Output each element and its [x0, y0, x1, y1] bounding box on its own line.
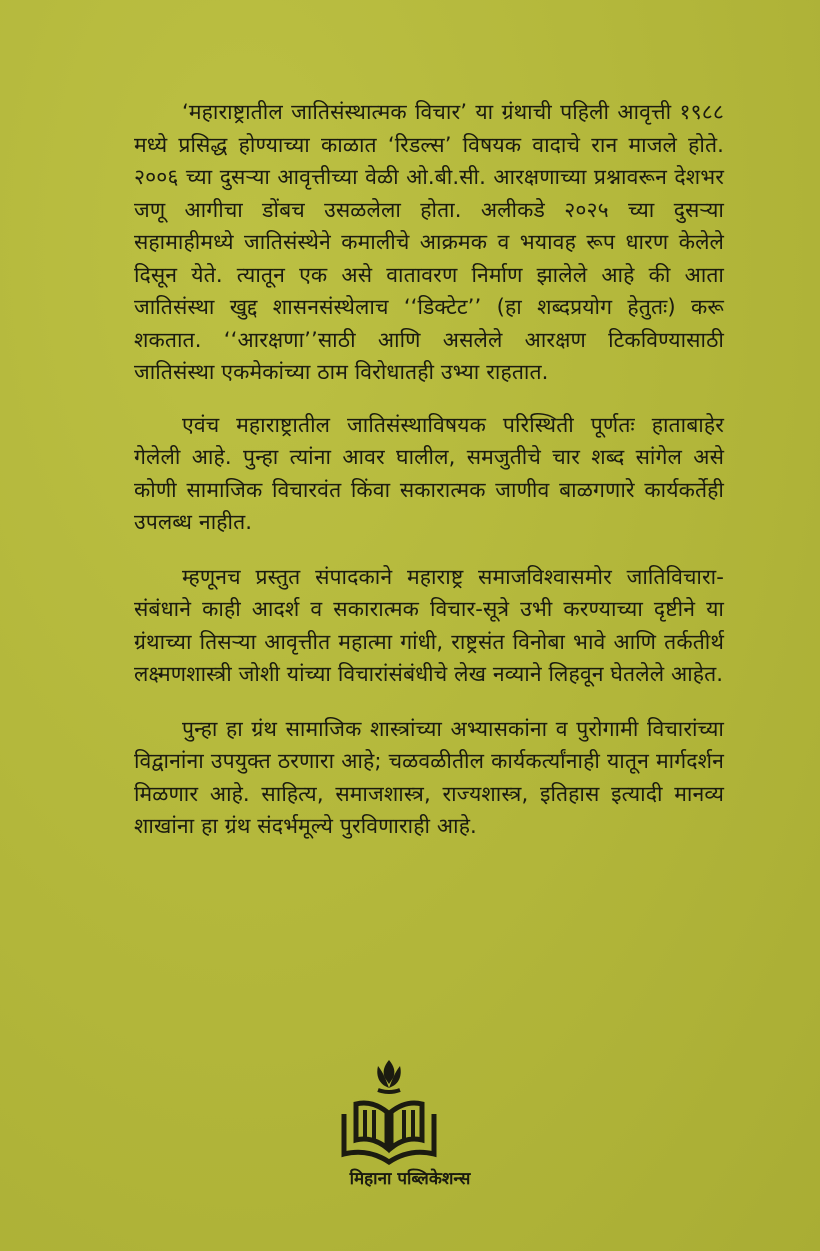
blurb-paragraph-2: एवंच महाराष्ट्रातील जातिसंस्थाविषयक परिस्थिती पूर्णतः हाताबाहेर गेलेली आहे. पुन्हा त्यांना आवर घालील, समजुतीचे चार शब्द सांगेल असे कोणी सामाजिक विचारवंत किंवा सकारात्मक जाणीव बाळगणारे कार्यकर्तेही उपलब्ध नाहीत. — [134, 411, 724, 534]
blurb-paragraph-3: म्हणूनच प्रस्तुत संपादकाने महाराष्ट्र समाजविश्वासमोर जातिविचारा-संबंधाने काही आदर्श व सकारात्मक विचार-सूत्रे उभी करण्याच्या दृष्टीने या ग्रंथाच्या तिसऱ्या आवृत्तीत महात्मा गांधी, राष्ट्रसंत विनोबा भावे आणि तर्कतीर्थ लक्ष्मणशास्त्री जोशी यांच्या विचारांसंबंधीचे लेख नव्याने लिहवून घेतलेले आहेत. — [134, 563, 724, 686]
publisher-name: मिहाना पब्लिकेशन्स — [349, 1169, 471, 1189]
book-with-flower-icon — [338, 1058, 440, 1166]
blurb-paragraph-4: पुन्हा हा ग्रंथ सामाजिक शास्त्रांच्या अभ्यासकांना व पुरोगामी विचारांच्या विद्वानांना उपयुक्त ठरणारा आहे; चळवळीतील कार्यकर्त्यांनाही यातून मार्गदर्शन मिळणार आहे. साहित्य, समाजशास्त्र, राज्यशास्त्र, इतिहास इत्यादी मानव्य शाखांना हा ग्रंथ संदर्भमूल्ये पुरविणाराही आहे. — [134, 715, 724, 838]
blurb-text — [134, 96, 724, 865]
blurb-paragraph-1: ‘महाराष्ट्रातील जातिसंस्थात्मक विचार’ या ग्रंथाची पहिली आवृत्ती १९८८ मध्ये प्रसिद्ध होण्याच्या काळात ‘रिडल्स’ विषयक वादाचे रान माजले होते. २००६ च्या दुसऱ्या आवृत्तीच्या वेळी ओ.बी.सी. आरक्षणाच्या प्रश्नावरून देशभर जणू आगीचा डोंबच उसळलेला होता. अलीकडे २०२५ च्या दुसऱ्या सहामाहीमध्ये जातिसंस्थेने कमालीचे आक्रमक व भयावह रूप धारण केलेले दिसून येते. त्यातून एक असे वातावरण निर्माण झालेले आहे की आता जातिसंस्था खुद्द शासनसंस्थेलाच ‘‘डिक्टेट’’ (हा शब्दप्रयोग हेतुतः) करू शकतात. ‘‘आरक्षणा’’साठी आणि असलेले आरक्षण टिकविण्यासाठी जातिसंस्था एकमेकांच्या ठाम विरोधातही उभ्या राहतात. — [134, 99, 724, 384]
